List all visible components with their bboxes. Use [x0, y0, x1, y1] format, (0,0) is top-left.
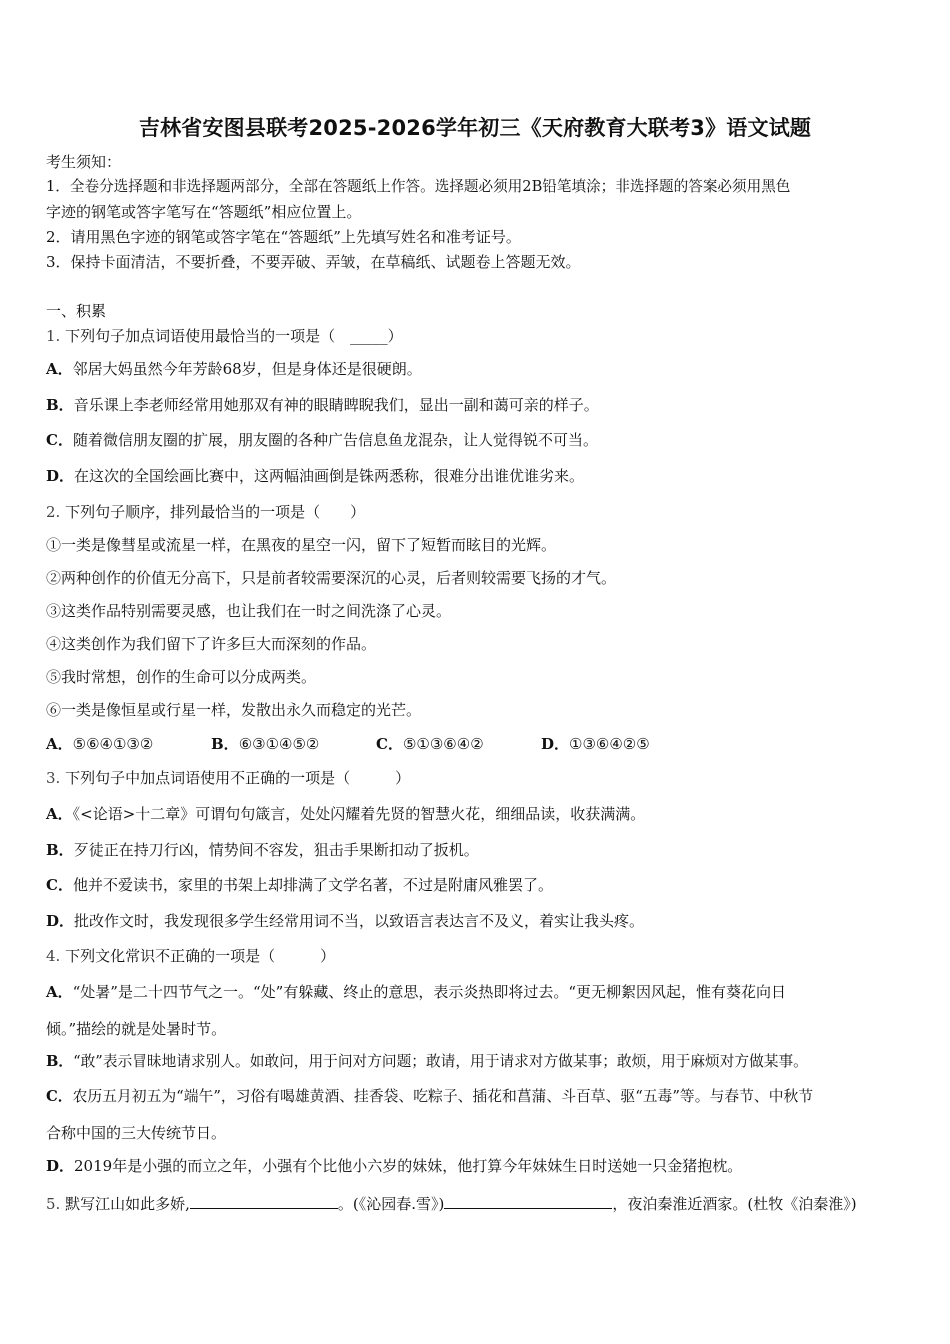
sentence: ③这类作品特别需要灵感，也让我们在一时之间洗涤了心灵。 [46, 602, 452, 620]
sentence: ②两种创作的价值无分高下，只是前者较需要深沉的心灵，后者则较需要飞扬的才气。 [46, 569, 617, 587]
question-2-stem [46, 502, 365, 522]
answer-blank[interactable] [444, 1192, 612, 1209]
page-title: 吉林省安图县联考2025-2026学年初三《天府教育大联考3》语文试题 [138, 116, 812, 140]
option-label: A． [46, 983, 73, 1001]
option [46, 1052, 808, 1072]
question-number: 3. [46, 769, 61, 787]
question-text: 下列句子加点词语使用最恰当的一项是（ _____） [65, 327, 403, 345]
option-text: ⑥③①④⑤② [238, 735, 320, 753]
question-1-stem [46, 326, 403, 346]
option-label: B． [46, 1053, 74, 1070]
section-heading: 一、积累 [46, 302, 107, 320]
question-text: 下列句子顺序，排列最恰当的一项是（ ） [65, 503, 366, 521]
option-text: ⑤⑥④①③② [72, 735, 154, 753]
notice-line: 字迹的钢笔或答字笔写在“答题纸”相应位置上。 [46, 203, 362, 221]
option-continuation: 倾。”描绘的就是处暑时节。 [46, 1020, 227, 1038]
option [46, 875, 553, 895]
option [46, 840, 479, 860]
option-continuation: 合称中国的三大传统节日。 [46, 1124, 227, 1142]
option-text: 音乐课上李老师经常用她那双有神的眼睛睥睨我们，显出一副和蔼可亲的样子。 [73, 396, 599, 414]
question-text: 下列句子中加点词语使用不正确的一项是（ ） [65, 769, 411, 787]
option-label: A． [46, 360, 73, 378]
option [46, 359, 422, 379]
notice-heading: 考生须知： [46, 153, 122, 171]
option-row [46, 734, 650, 754]
question-3-stem [46, 768, 410, 788]
sentence: ⑥一类是像恒星或行星一样，发散出永久而稳定的光芒。 [46, 701, 422, 719]
option-text: “敢”表示冒昧地请求别人。如敢问，用于问对方问题；敢请，用于请求对方做某事；敢烦，用于麻烦对方做某事。 [73, 1053, 808, 1070]
option-label: D． [46, 912, 75, 930]
option-text: 邻居大妈虽然今年芳龄68岁，但是身体还是很硬朗。 [72, 360, 422, 378]
notice-line: 1．全卷分选择题和非选择题两部分，全部在答题纸上作答。选择题必须用2B铅笔填涂；非选择题的答案必须用黑色 [46, 178, 791, 195]
option-label: A． [46, 805, 73, 823]
option [46, 804, 645, 824]
option [46, 430, 598, 450]
option-text: 2019年是小强的而立之年，小强有个比他小六岁的妹妹，他打算今年妹妹生日时送她一只金猪抱枕。 [74, 1157, 743, 1175]
option-text: 《<论语>十二章》可谓句句箴言，处处闪耀着先贤的智慧火花，细细品读，收获满满。 [72, 805, 646, 823]
sentence: ④这类创作为我们留下了许多巨大而深刻的作品。 [46, 635, 377, 653]
question-number: 5. [46, 1195, 61, 1213]
question-4-stem [46, 946, 335, 966]
question-5 [46, 1192, 857, 1214]
option-text: 他并不爱读书，家里的书架上却排满了文学名著，不过是附庸风雅罢了。 [72, 876, 553, 894]
option-text: ①③⑥④②⑤ [569, 735, 650, 753]
option-label: D． [541, 735, 570, 753]
question-text: 。(《沁园春.雪》) [337, 1195, 445, 1213]
option-label: C． [46, 876, 73, 894]
option-text: 歹徒正在持刀行凶，情势间不容发，狙击手果断扣动了扳机。 [73, 841, 479, 859]
option [541, 734, 650, 754]
option [46, 1156, 742, 1176]
option-text: 农历五月初五为“端午”，习俗有喝雄黄酒、挂香袋、吃粽子、插花和菖蒲、斗百草、驱“五毒”等。与春节、中秋节 [72, 1088, 814, 1105]
option [46, 395, 599, 415]
notice-line: 3．保持卡面清洁，不要折叠，不要弄破、弄皱，在草稿纸、试题卷上答题无效。 [46, 253, 581, 271]
option [46, 1087, 813, 1107]
option-label: C． [46, 431, 73, 449]
option-label: D． [46, 467, 75, 485]
question-text: 默写江山如此多娇, [65, 1195, 190, 1213]
question-text: ，夜泊秦淮近酒家。(杜牧《泊秦淮》) [612, 1195, 857, 1213]
sentence: ⑤我时常想，创作的生命可以分成两类。 [46, 668, 317, 686]
question-number: 4. [46, 947, 61, 965]
option-label: C． [376, 735, 403, 753]
option-text: 在这次的全国绘画比赛中，这两幅油画倒是铢两悉称，很难分出谁优谁劣来。 [74, 467, 585, 485]
option [376, 734, 541, 754]
option-label: B． [46, 396, 74, 414]
option-text: 随着微信朋友圈的扩展，朋友圈的各种广告信息鱼龙混杂，让人觉得锐不可当。 [72, 431, 598, 449]
option [46, 911, 644, 931]
question-text: 下列文化常识不正确的一项是（ ） [65, 947, 336, 965]
option-label: A． [46, 735, 73, 753]
option-label: B． [211, 735, 239, 753]
question-number: 1. [46, 327, 61, 345]
option-text: ⑤①③⑥④② [402, 735, 484, 753]
option [46, 734, 211, 754]
option [46, 466, 584, 486]
option-text: 批改作文时，我发现很多学生经常用词不当，以致语言表达言不及义，着实让我头疼。 [74, 912, 645, 930]
option [46, 982, 786, 1002]
sentence: ①一类是像彗星或流星一样，在黑夜的星空一闪，留下了短暂而眩目的光辉。 [46, 536, 557, 554]
answer-blank[interactable] [190, 1192, 338, 1209]
notice-line: 2．请用黑色字迹的钢笔或答字笔在“答题纸”上先填写姓名和准考证号。 [46, 228, 521, 246]
option [211, 734, 376, 754]
option-label: D． [46, 1157, 75, 1175]
option-text: “处暑”是二十四节气之一。“处”有躲藏、终止的意思，表示炎热即将过去。“更无柳絮因风起，惟有葵花向日 [72, 983, 786, 1001]
option-label: B． [46, 841, 74, 859]
question-number: 2. [46, 503, 61, 521]
option-label: C． [46, 1088, 73, 1105]
